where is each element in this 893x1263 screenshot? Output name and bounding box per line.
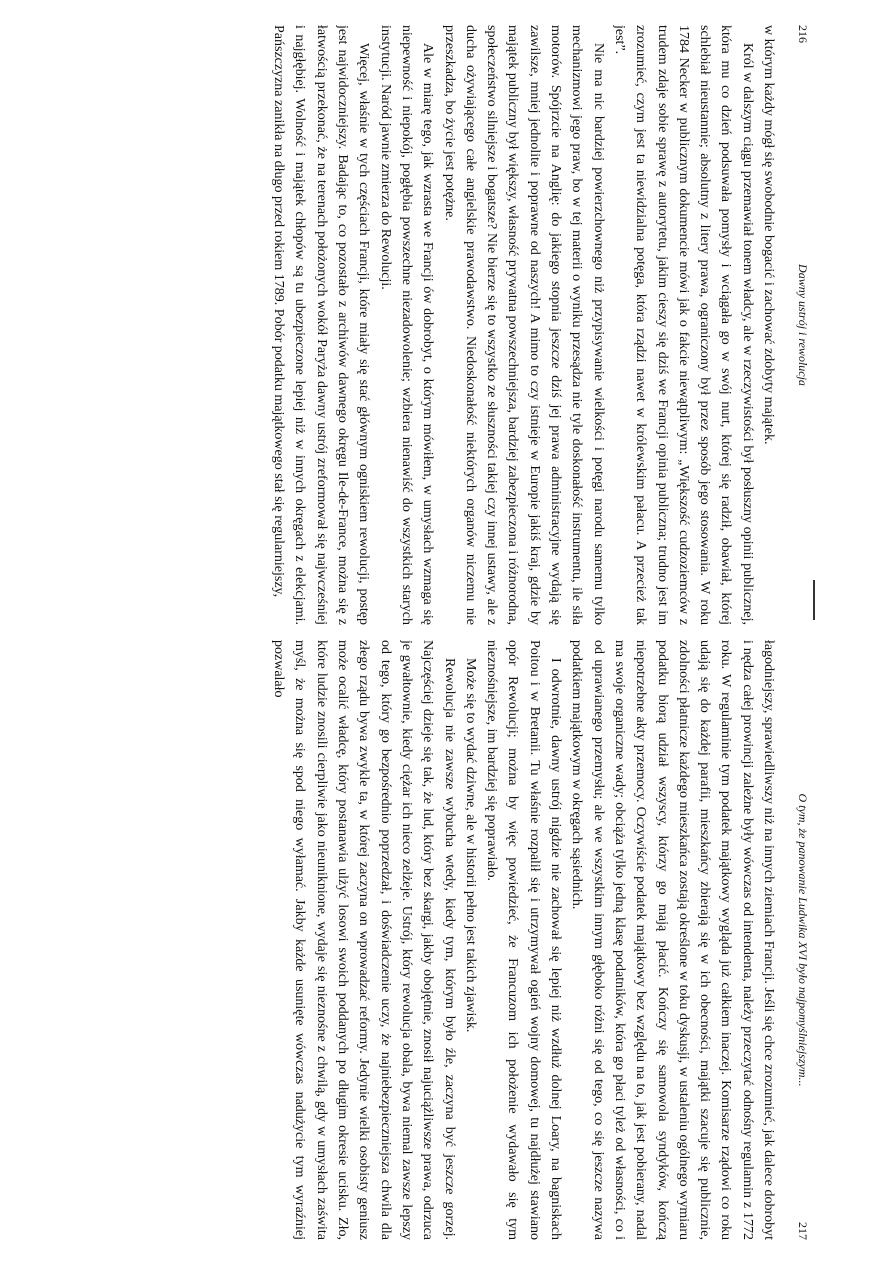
paragraph: Rewolucja nie zawsze wybucha wtedy, kiedy tym, którym było źle, zaczyna być jeszcze gorzej. Najczęściej dzieje się tak, że lud, który bez skargi, jakby obojętnie, znosił najuciążliwsze prawa, odrzuca je gwałtownie, kiedy ciężar ich nieco zelżeje. Ustrój, który rewolucja obala, bywa niemal zawsze lepszy od tego, który go bezpośrednio poprzedzał, i doświadczenie uczy, że najniebezpieczniejsza chwila dla złego rządu bywa zwykle ta, w której zaczyna on wprowadzać reformy. Jedynie wielki osobisty geniusz może ocalić władcę, który postanawia ulżyć losowi swoich poddanych po długim okresie ucisku. Zło, które ludzie znosili cierpliwie jako nieuniknione, wydaje się nieznośne z chwilą, gdy w umysłach zaświta myśl, że można się spod niego wyłamać. Jakby każde usunięte wówczas nadużycie tym wyraźniej pozwalało xyxy=(271,640,457,1240)
paragraph: Ale w miarę tego, jak wzrasta we Francji ów dobrobyt, o którym mówiłem, w umysłach wzmaga się niepewność i niepokój, pogłębia powszechne niezadowolenie; wzbiera nienawiść do wszystkich starych instytucji. Naród jawnie zmierza do Rewolucji. xyxy=(377,25,436,625)
page-number: 217 xyxy=(796,1222,810,1240)
page-body xyxy=(30,640,779,1240)
paragraph: łagodniejszy, sprawiedliwszy niż na innych ziemiach Francji. Jeśli się chce zrozumieć, jak dalece dobrobyt i nędza całej prowincji zależne były wówczas od intendenta, należy przeczytać odnośny regulamin z 1772 roku. W regulaminie tym podatek majątkowy wygląda już całkiem inaczej. Komisarze rządowi co roku udają się do każdej parafii, mieszkańcy zbierają się w ich obecności, majątki szacuje się publicznie, zdolności płatnicze każdego mieszkańca zostają określone w toku dyskusji, w ustaleniu ogólnego wymiaru podatku biorą udział wszyscy, którzy go mają płacić. Kończy się samowola syndyków, kończą niepotrzebne akty przemocy. Oczywiście podatek majątkowy bez względu na to, jak jest pobierany, nadal ma swoje organiczne wady; obciąża tylko jedną klasę podatników, która go płaci tyleż od własności, co i od uprawianego przemysłu; ale we wszystkim innym głęboko różni się od tego, co się jeszcze nazywa podatkiem majątkowym w okręgach sąsiednich. xyxy=(569,640,776,1240)
paragraph: Więcej, właśnie w tych częściach Francji, które miały się stać głównym ogniskiem rewolucji, postęp jest najwidoczniejszy. Badając to, co pozostało z archiwów dawnego okręgu Ile-de-France, można się z łatwością przekonać, że na terenach położonych wokół Paryża dawny ustrój zreformował się najwcześniej i najgłębiej. Wolność i majątek chłopów są tu ubezpieczone lepiej niż w innych okręgach z elekcjami. Pańszczyzna zanikła na długo przed rokiem 1789. Pobór podatku majątkowego stał się regularniejszy, xyxy=(271,25,372,625)
paragraph: Może się to wydać dziwne, ale w historii pełno jest takich zjawisk. xyxy=(462,658,478,1033)
running-head xyxy=(793,25,813,625)
running-head xyxy=(793,640,813,1240)
page-body xyxy=(30,25,779,625)
paragraph: Król w dalszym ciągu przemawiał tonem władcy, ale w rzeczywistości był posłuszny opinii publicznej, która mu co dzień podsuwała pomysły i wciągała go w swój nurt, której się radził, obawiał, której schlebiał nieustannie; absolutny z litery prawa, ograniczony był przez sposób jego stosowania. W roku 1784 Necker w publicznym dokumencie mówi jak o fakcie niewątpliwym: „Większość cudzoziemców z trudem zdaje sobie sprawę z autorytetu, jakim cieszy się dziś we Francji opinia publiczna; trudno jest im zrozumieć, czym jest ta niewidzialna potęga, która rządzi nawet w królewskim pałacu. A przecież tak jest”. xyxy=(611,25,755,625)
page-number: 216 xyxy=(796,25,810,43)
left-page xyxy=(30,25,813,625)
right-page xyxy=(30,640,813,1240)
paragraph: Nie ma nic bardziej powierzchownego niż przypisywanie wielkości i potęgi narodu samemu tylko mechanizmowi jego praw, bo w tej materii o wyniku przesądza nie tyle doskonałość instrumentu, ile siła motorów. Spójrzcie na Anglię: do jakiego stopnia jeszcze dziś jej prawa administracyjne wydają się zawilsze, mniej jednolite i poprawne od naszych! A mimo to czy istnieje w Europie jakiś kraj, gdzie by majątek publiczny był większy, własność prywatna powszechniejsza, bardziej zabezpieczona i różnorodna, społeczeństwo silniejsze i bogatsze? Nie bierze się to wszystko ze słuszności takiej czy innej ustawy, ale z ducha ożywiającego całe angielskie prawodawstwo. Niedoskonałość niektórych organów niczemu nie przeszkadza, bo życie jest potężne. xyxy=(441,25,606,625)
paragraph: I odwrotnie, dawny ustrój nigdzie nie zachował się lepiej niż wzdłuż dolnej Loary, na bagniskach Poitou i w Bretanii. Tu właśnie rozpalił się i utrzymywał ogień wojny domowej, tu najdłużej stawiano opór Rewolucji; można by więc powiedzieć, że Francuzom ich położenie wydawało się tym nieznośniejsze, im bardziej się poprawiało. xyxy=(484,640,564,1240)
paragraph: w którym każdy mógł się swobodnie bogacić i zachować zdobyty majątek. xyxy=(761,25,776,445)
page-gutter-line xyxy=(813,580,815,620)
running-title: Dawny ustrój i rewolucja xyxy=(796,264,810,386)
running-title: O tym, że panowanie Ludwika XVI było najpomyślniejszym... xyxy=(796,793,810,1087)
